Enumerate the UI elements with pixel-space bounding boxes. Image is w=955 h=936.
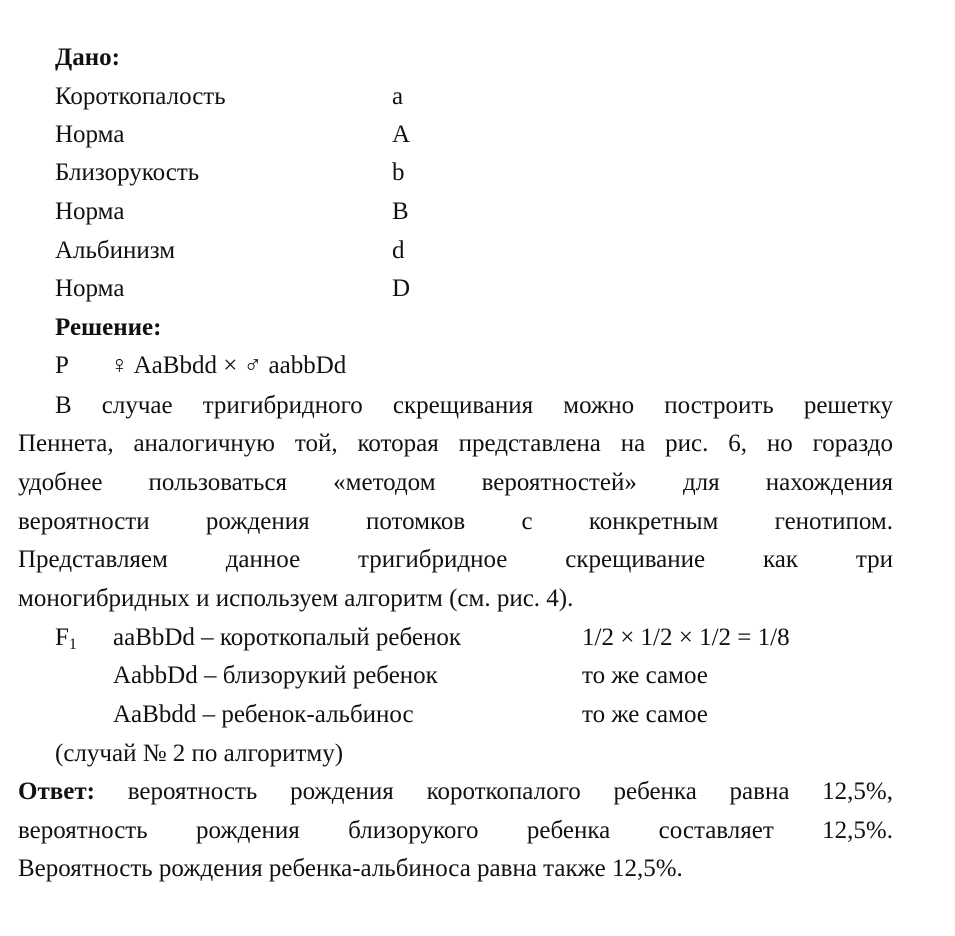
paragraph-line-5: Представляем данное тригибридное скрещивание как три: [18, 546, 893, 573]
offspring-3-prob: то же самое: [582, 701, 708, 728]
given-trait-6: Норма: [55, 275, 125, 302]
given-allele-4: B: [392, 198, 409, 225]
given-allele-5: d: [392, 237, 405, 264]
given-trait-2: Норма: [55, 121, 125, 148]
paragraph-line-4: вероятности рождения потомков с конкретным генотипом.: [18, 508, 893, 535]
given-heading: Дано:: [55, 44, 120, 71]
parents-cross: ♀ AaBbdd × ♂ aabbDd: [110, 352, 347, 379]
given-allele-1: a: [392, 83, 404, 110]
offspring-2-text: AabbDd – близорукий ребенок: [113, 662, 438, 689]
offspring-1-text: aaBbDd – короткопалый ребенок: [113, 624, 461, 651]
given-allele-3: b: [392, 159, 405, 186]
paragraph-line-3: удобнее пользоваться «методом вероятностей» для нахождения: [18, 469, 893, 496]
given-trait-3: Близорукость: [55, 159, 200, 186]
paragraph-line-2: Пеннета, аналогичную той, которая представлена на рис. 6, но гораздо: [18, 430, 893, 457]
given-trait-1: Короткопалость: [55, 83, 226, 110]
paragraph-line-1: В случае тригибридного скрещивания можно построить решетку: [55, 392, 893, 419]
answer-line-3: Вероятность рождения ребенка-альбиноса равна также 12,5%.: [18, 855, 683, 882]
paragraph-line-6: моногибридных и используем алгоритм (см. рис. 4).: [18, 585, 574, 612]
given-allele-6: D: [392, 275, 411, 302]
offspring-2-prob: то же самое: [582, 662, 708, 689]
answer-text-1: вероятность рождения короткопалого ребенка равна 12,5%,: [127, 778, 894, 805]
f1-subscript: 1: [68, 636, 77, 653]
parents-label: P: [55, 352, 69, 379]
answer-line-1: [18, 777, 893, 807]
solution-heading: Решение:: [55, 314, 162, 341]
answer-label: Ответ:: [18, 778, 95, 805]
offspring-1-prob: 1/2 × 1/2 × 1/2 = 1/8: [582, 624, 790, 651]
algorithm-note: (случай № 2 по алгоритму): [55, 740, 344, 767]
offspring-3-text: AaBbdd – ребенок-альбинос: [113, 701, 414, 728]
given-allele-2: A: [392, 121, 411, 148]
given-trait-5: Альбинизм: [55, 237, 176, 264]
f1-letter: F: [55, 624, 69, 651]
f1-label: [55, 623, 77, 653]
given-trait-4: Норма: [55, 198, 125, 225]
answer-line-2: вероятность рождения близорукого ребенка составляет 12,5%.: [18, 817, 893, 844]
